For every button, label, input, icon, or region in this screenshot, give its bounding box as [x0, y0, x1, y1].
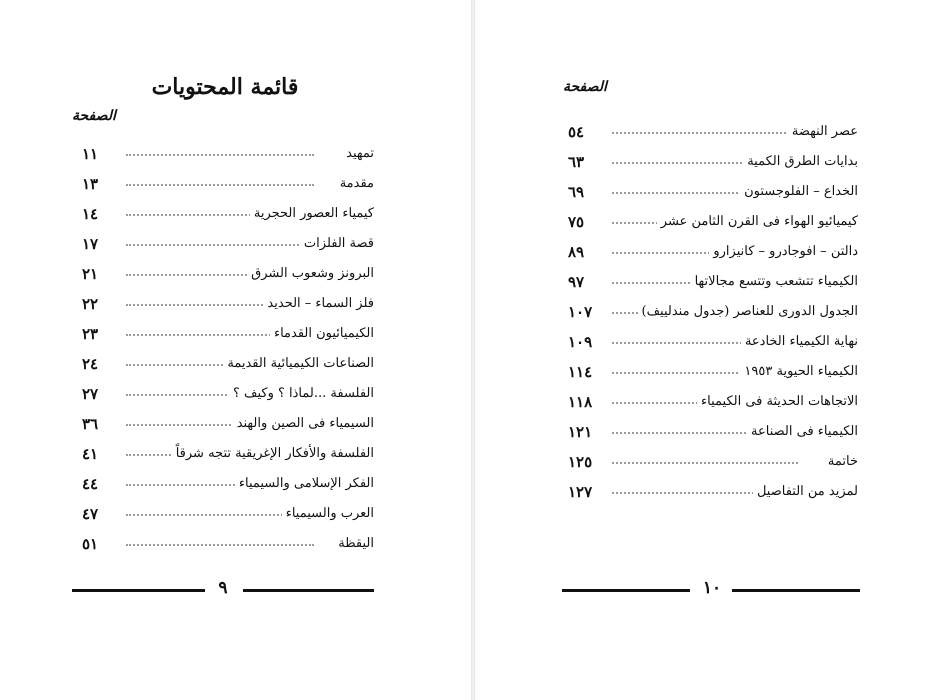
toc-entry-title: البرونز وشعوب الشرق [247, 259, 374, 289]
toc-entry-title: الجدول الدورى للعناصر (جدول مندلييف) [638, 297, 859, 327]
page-column-label: الصفحة [563, 79, 607, 95]
toc-entry-title: دالتن – افوجادرو – كانيزارو [709, 237, 858, 267]
footer-rule [732, 589, 860, 592]
toc-entry [568, 267, 858, 297]
toc-entry-title: بدايات الطرق الكمية [743, 147, 858, 177]
dotted-leader [126, 154, 314, 156]
toc-entry [568, 387, 858, 417]
toc-entry-page-number: ١٢٥ [568, 447, 596, 477]
toc-entry-title: قصة الفلزات [300, 229, 374, 259]
toc-entry [568, 237, 858, 267]
footer-rule [243, 589, 374, 592]
toc-entry-title: الفكر الإسلامى والسيمياء [235, 469, 374, 499]
toc-entry-title: الكيمياء الحيوية ١٩٥٣ [740, 357, 858, 387]
toc-entry-title: الفلسفة ...لماذا ؟ وكيف ؟ [229, 379, 374, 409]
toc-entry-title: الاتجاهات الحديثة فى الكيمياء [697, 387, 858, 417]
toc-entry-title: تمهيد [342, 139, 374, 169]
toc-entry-page-number: ١٣ [82, 169, 102, 199]
toc-entry [82, 439, 374, 469]
toc-entry-page-number: ٧٥ [568, 207, 588, 237]
toc-entry-page-number: ٦٣ [568, 147, 588, 177]
toc-list-right [568, 117, 858, 507]
toc-entry [568, 147, 858, 177]
toc-entry [568, 357, 858, 387]
toc-entry [568, 297, 858, 327]
toc-entry [82, 169, 374, 199]
toc-entry [82, 349, 374, 379]
toc-entry [568, 447, 858, 477]
page-number: ٩ [218, 578, 228, 598]
toc-entry-page-number: ٤٤ [82, 469, 102, 499]
toc-entry-title: الكيمياء تتشعب وتتسع مجالاتها [691, 267, 858, 297]
toc-entry-title: فلز السماء – الحديد [263, 289, 374, 319]
toc-entry [568, 177, 858, 207]
toc-title: قائمة المحتويات [151, 74, 299, 100]
right-page [475, 0, 950, 700]
toc-entry-page-number: ١٤ [82, 199, 102, 229]
toc-entry-title: الكيمياء فى الصناعة [747, 417, 858, 447]
dotted-leader [126, 184, 314, 186]
toc-entry [82, 199, 374, 229]
toc-entry-page-number: ٤٧ [82, 499, 102, 529]
toc-entry-title: الكيميائيون القدماء [270, 319, 374, 349]
dotted-leader [612, 132, 798, 134]
toc-entry-page-number: ٤١ [82, 439, 102, 469]
toc-entry [82, 139, 374, 169]
toc-entry-page-number: ٥٤ [568, 117, 588, 147]
toc-entry-page-number: ٦٩ [568, 177, 588, 207]
toc-entry [82, 289, 374, 319]
page-number: ١٠ [702, 578, 722, 598]
toc-entry-title: خاتمة [824, 447, 858, 477]
page-footer [475, 578, 950, 598]
toc-entry-page-number: ١٢١ [568, 417, 596, 447]
toc-entry-page-number: ١١٨ [568, 387, 596, 417]
toc-entry [568, 477, 858, 507]
toc-entry-title: نهاية الكيمياء الخادعة [741, 327, 858, 357]
toc-entry [568, 207, 858, 237]
toc-entry-title: اليقظة [334, 529, 374, 559]
toc-entry-title: كيمياء العصور الحجرية [250, 199, 374, 229]
dotted-leader [126, 244, 314, 246]
left-page [0, 0, 471, 700]
page-footer [0, 578, 471, 598]
page-column-label: الصفحة [72, 108, 116, 124]
toc-entry [82, 469, 374, 499]
toc-entry-page-number: ٢٢ [82, 289, 102, 319]
toc-entry-title: مقدمة [336, 169, 374, 199]
toc-entry-page-number: ١٠٩ [568, 327, 596, 357]
toc-entry-page-number: ٩٧ [568, 267, 588, 297]
toc-entry-page-number: ١١ [82, 139, 102, 169]
toc-entry-page-number: ٣٦ [82, 409, 102, 439]
footer-rule [562, 589, 690, 592]
toc-entry-page-number: ٢٤ [82, 349, 102, 379]
toc-list-left [82, 139, 374, 559]
footer-rule [72, 589, 205, 592]
toc-entry-page-number: ٢٧ [82, 379, 102, 409]
toc-entry-title: الخداع – الفلوجستون [740, 177, 858, 207]
toc-entry-page-number: ٢١ [82, 259, 102, 289]
toc-entry-page-number: ٥١ [82, 529, 102, 559]
dotted-leader [612, 462, 798, 464]
toc-entry-page-number: ١٧ [82, 229, 102, 259]
toc-entry-page-number: ٢٣ [82, 319, 102, 349]
toc-entry-page-number: ١٠٧ [568, 297, 596, 327]
toc-entry [568, 117, 858, 147]
toc-entry-title: السيمياء فى الصين والهند [233, 409, 374, 439]
toc-entry [82, 499, 374, 529]
toc-entry-page-number: ١٢٧ [568, 477, 596, 507]
toc-entry-title: العرب والسيمياء [282, 499, 374, 529]
toc-entry-title: لمزيد من التفاصيل [753, 477, 858, 507]
toc-entry-title: عصر النهضة [788, 117, 858, 147]
dotted-leader [126, 544, 314, 546]
toc-entry [568, 417, 858, 447]
toc-entry-page-number: ١١٤ [568, 357, 596, 387]
toc-entry-title: الصناعات الكيميائية القديمة [223, 349, 374, 379]
toc-entry [82, 319, 374, 349]
toc-entry [82, 229, 374, 259]
toc-entry [82, 379, 374, 409]
toc-entry-title: الفلسفة والأفكار الإغريقية تتجه شرقاً [172, 439, 374, 469]
toc-entry [82, 529, 374, 559]
toc-entry [568, 327, 858, 357]
toc-entry [82, 409, 374, 439]
toc-entry [82, 259, 374, 289]
toc-entry-title: كيميائيو الهواء فى القرن الثامن عشر [657, 207, 858, 237]
toc-entry-page-number: ٨٩ [568, 237, 588, 267]
